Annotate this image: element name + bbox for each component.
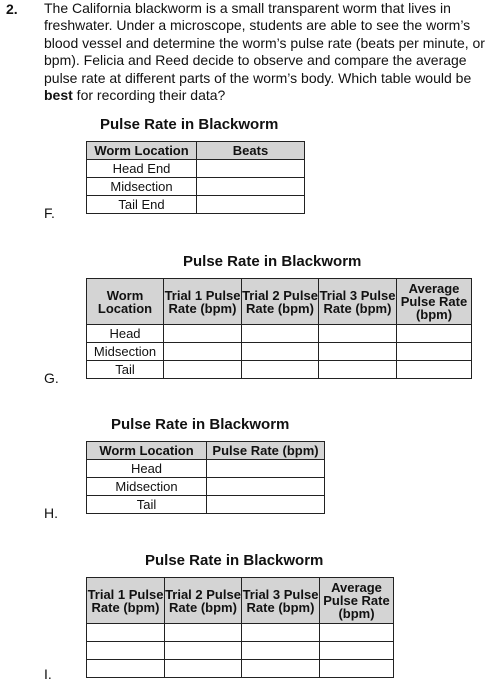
option-g-title: Pulse Rate in Blackworm xyxy=(183,253,362,270)
option-i-header: Trial 1 Pulse Rate (bpm) xyxy=(87,578,165,624)
option-h-row-label: Head xyxy=(87,460,207,478)
option-f-cell xyxy=(197,196,305,214)
option-h-title: Pulse Rate in Blackworm xyxy=(111,416,290,433)
option-g-row-label: Head xyxy=(87,325,164,343)
option-i-cell xyxy=(165,624,242,642)
option-g-cell xyxy=(242,325,319,343)
option-g-row-label: Midsection xyxy=(87,343,164,361)
question-text-after: for recording their data? xyxy=(72,87,226,104)
option-g-cell xyxy=(242,361,319,379)
question-number: 2. xyxy=(6,1,18,17)
option-g-cell xyxy=(397,361,472,379)
option-i-cell xyxy=(320,624,394,642)
option-g-header: Trial 3 Pulse Rate (bpm) xyxy=(319,279,397,325)
option-i-cell xyxy=(320,660,394,678)
option-i-cell xyxy=(87,624,165,642)
option-i-cell xyxy=(165,642,242,660)
option-g-table xyxy=(86,278,472,379)
option-i-header: Trial 3 Pulse Rate (bpm) xyxy=(242,578,320,624)
option-g-cell xyxy=(164,343,242,361)
option-f-row-label: Tail End xyxy=(87,196,197,214)
option-g-cell xyxy=(319,361,397,379)
option-h-table xyxy=(86,441,325,514)
option-h-cell xyxy=(207,496,325,514)
option-h-header: Pulse Rate (bpm) xyxy=(207,442,325,460)
option-f-cell xyxy=(197,178,305,196)
option-g-cell xyxy=(164,325,242,343)
option-i-letter: I. xyxy=(44,666,52,682)
question-text xyxy=(44,0,498,104)
option-i-cell xyxy=(242,660,320,678)
option-g-header: Average Pulse Rate (bpm) xyxy=(397,279,472,325)
question-emphasis: best xyxy=(44,87,73,104)
option-i-cell xyxy=(242,642,320,660)
option-i-cell xyxy=(87,642,165,660)
option-i-cell xyxy=(165,660,242,678)
option-g-cell xyxy=(319,343,397,361)
option-f-table xyxy=(86,141,305,214)
option-g-cell xyxy=(164,361,242,379)
option-f-row-label: Head End xyxy=(87,160,197,178)
option-i-table xyxy=(86,577,394,678)
option-f-letter: F. xyxy=(44,205,55,221)
option-i-cell xyxy=(242,624,320,642)
option-f-title: Pulse Rate in Blackworm xyxy=(100,116,279,133)
option-h-letter: H. xyxy=(44,505,58,521)
option-i-header: Trial 2 Pulse Rate (bpm) xyxy=(165,578,242,624)
option-f-header: Worm Location xyxy=(87,142,197,160)
option-i-title: Pulse Rate in Blackworm xyxy=(145,552,324,569)
option-f-row-label: Midsection xyxy=(87,178,197,196)
option-g-row-label: Tail xyxy=(87,361,164,379)
option-g-cell xyxy=(397,343,472,361)
option-h-row-label: Tail xyxy=(87,496,207,514)
option-g-letter: G. xyxy=(44,370,59,386)
option-f-header: Beats xyxy=(197,142,305,160)
option-g-header: Trial 2 Pulse Rate (bpm) xyxy=(242,279,319,325)
option-i-cell xyxy=(320,642,394,660)
option-g-cell xyxy=(397,325,472,343)
question-text-before: The California blackworm is a small transparent worm that lives in freshwater. Under a microscope, students are able to see the worm’s blood vessel and determine the worm’s pulse rate (beats per minute, or bpm). Felicia and Reed decide to observe and compare the average pulse rate at different parts of the worm’s body. Which table would be xyxy=(44,0,485,86)
option-i-cell xyxy=(87,660,165,678)
option-g-header: Worm Location xyxy=(87,279,164,325)
option-g-cell xyxy=(242,343,319,361)
option-g-cell xyxy=(319,325,397,343)
option-h-row-label: Midsection xyxy=(87,478,207,496)
option-h-cell xyxy=(207,478,325,496)
option-g-header: Trial 1 Pulse Rate (bpm) xyxy=(164,279,242,325)
option-h-cell xyxy=(207,460,325,478)
option-f-cell xyxy=(197,160,305,178)
option-i-header: Average Pulse Rate (bpm) xyxy=(320,578,394,624)
option-h-header: Worm Location xyxy=(87,442,207,460)
